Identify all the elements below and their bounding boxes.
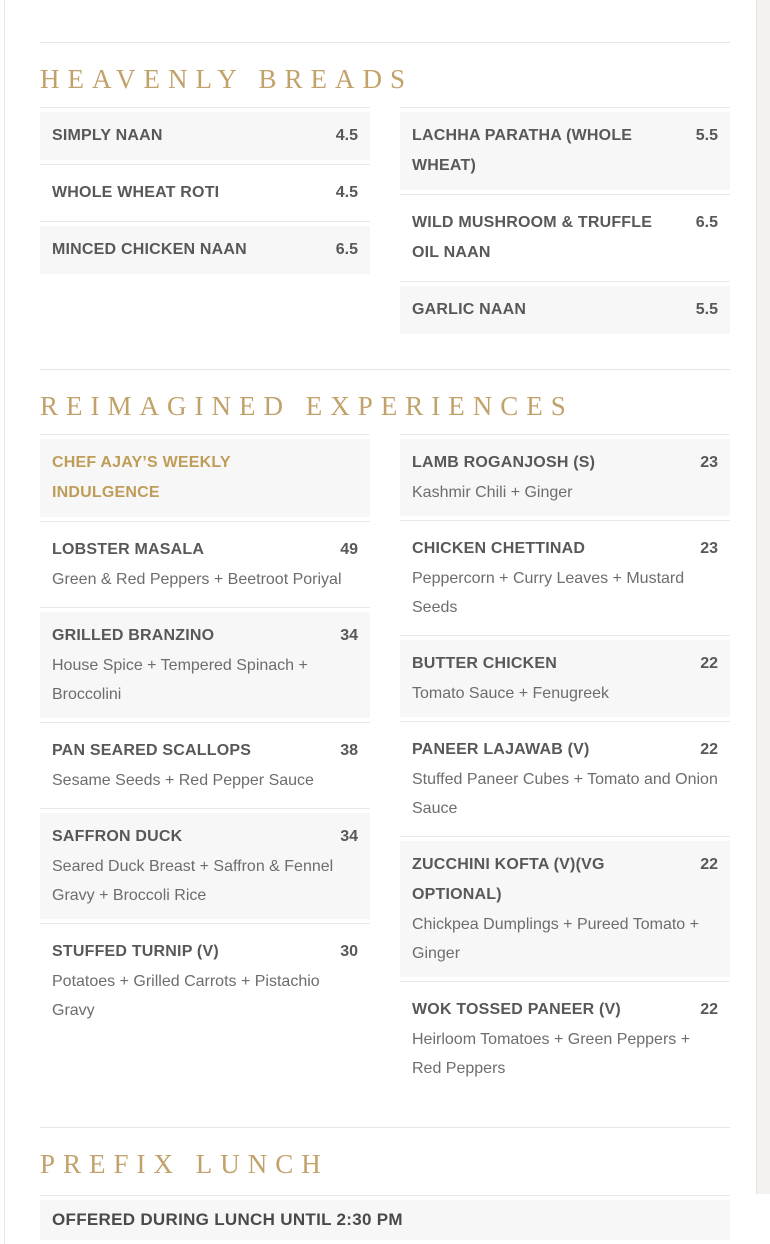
menu-item-row	[40, 722, 370, 808]
menu-item-name: GRILLED BRANZINO	[52, 627, 215, 644]
menu-item-header	[52, 535, 358, 565]
section-title: PREFIX LUNCH	[40, 1149, 329, 1179]
menu-item-name: ZUCCHINI KOFTA (V)(VG OPTIONAL)	[412, 856, 605, 903]
menu-item-price: 6.5	[335, 241, 358, 258]
menu-item-header	[412, 649, 718, 679]
menu-item-row	[400, 520, 730, 635]
menu-item-row	[40, 221, 370, 278]
menu-item-header	[412, 534, 718, 564]
menu-item	[400, 286, 730, 334]
menu-item	[40, 612, 370, 718]
menu-item-name: CHICKEN CHETTINAD	[412, 540, 586, 557]
menu-item-row	[40, 607, 370, 722]
section-columns	[40, 107, 730, 338]
menu-column-2	[400, 107, 730, 338]
menu-item-name: SAFFRON DUCK	[52, 828, 183, 845]
menu-item-description: Stuffed Paneer Cubes + Tomato and Onion Sauce	[412, 771, 718, 817]
menu-item-header	[52, 822, 358, 852]
menu-item-header	[412, 121, 718, 181]
menu-item-row	[400, 635, 730, 721]
menu-item-price: 23	[700, 540, 718, 557]
menu-item-description: Sesame Seeds + Red Pepper Sauce	[52, 772, 314, 789]
menu-sections	[40, 42, 730, 1244]
menu-item-price: 4.5	[335, 184, 358, 201]
menu-item-row	[40, 434, 370, 521]
menu-item-row	[40, 923, 370, 1038]
menu-item-price: 38	[340, 742, 358, 759]
menu-item-name: STUFFED TURNIP (V)	[52, 943, 219, 960]
menu-item-header	[52, 736, 358, 766]
page-right-gutter	[756, 0, 770, 1194]
menu-item	[400, 439, 730, 516]
menu-item	[40, 727, 370, 804]
menu-item-header	[52, 621, 358, 651]
menu-item	[40, 526, 370, 603]
menu-item-description: Heirloom Tomatoes + Green Peppers + Red Peppers	[412, 1031, 691, 1077]
menu-item-row	[400, 107, 730, 194]
menu-item-header	[52, 937, 358, 967]
menu-item	[400, 112, 730, 190]
menu-item-header	[412, 850, 718, 910]
menu-item	[40, 928, 370, 1034]
menu-item-row	[400, 194, 730, 281]
menu-card	[4, 0, 755, 1244]
menu-item-price: 4.5	[335, 127, 358, 144]
menu-item-price: 34	[340, 828, 358, 845]
menu-item	[400, 986, 730, 1092]
menu-item-price: 22	[700, 1001, 718, 1018]
menu-item-row	[400, 721, 730, 836]
menu-item-header	[52, 121, 358, 151]
menu-item	[400, 640, 730, 717]
menu-item-name: WILD MUSHROOM & TRUFFLE OIL NAAN	[412, 214, 653, 261]
menu-item-row	[40, 107, 370, 164]
menu-item-price: 22	[700, 741, 718, 758]
section-divider	[40, 42, 730, 43]
menu-item-name: GARLIC NAAN	[412, 301, 527, 318]
menu-item	[40, 439, 370, 517]
menu-item-price: 49	[340, 541, 358, 558]
menu-item-description: Chickpea Dumplings + Pureed Tomato + Ginger	[412, 916, 699, 962]
menu-item-header	[412, 208, 718, 268]
menu-item-price: 22	[700, 856, 718, 873]
menu-item-description: House Spice + Tempered Spinach + Broccolini	[52, 657, 308, 703]
menu-item	[400, 525, 730, 631]
menu-item-description: Potatoes + Grilled Carrots + Pistachio Gravy	[52, 973, 320, 1019]
menu-item-row	[400, 981, 730, 1096]
menu-item-row	[40, 808, 370, 923]
menu-item-header	[52, 235, 358, 265]
menu-item	[40, 112, 370, 160]
menu-item-header	[52, 178, 358, 208]
menu-item-row	[400, 836, 730, 981]
menu-section-3	[40, 1127, 730, 1244]
menu-item-price: 22	[700, 655, 718, 672]
menu-item-description: Peppercorn + Curry Leaves + Mustard Seeds	[412, 570, 685, 616]
menu-item-name: WHOLE WHEAT ROTI	[52, 184, 220, 201]
menu-column-1	[40, 107, 370, 278]
menu-item-price: 30	[340, 943, 358, 960]
menu-item-price: 5.5	[695, 301, 718, 318]
menu-column-1	[40, 434, 370, 1038]
menu-item-name: WOK TOSSED PANEER (V)	[412, 1001, 621, 1018]
menu-item	[400, 726, 730, 832]
menu-item	[400, 199, 730, 277]
menu-item-name: PAN SEARED SCALLOPS	[52, 742, 252, 759]
menu-item-price: 23	[700, 454, 718, 471]
menu-item	[40, 813, 370, 919]
menu-item-header	[52, 448, 358, 508]
menu-item-header	[412, 295, 718, 325]
menu-item-name: LACHHA PARATHA (WHOLE WHEAT)	[412, 127, 633, 174]
menu-item-name: MINCED CHICKEN NAAN	[52, 241, 247, 258]
menu-item-description: Seared Duck Breast + Saffron & Fennel Gravy + Broccoli Rice	[52, 858, 334, 904]
menu-item-description: Tomato Sauce + Fenugreek	[412, 685, 610, 702]
menu-item-description: Kashmir Chili + Ginger	[412, 484, 573, 501]
menu-column-2	[400, 434, 730, 1096]
menu-item-description: Green & Red Peppers + Beetroot Poriyal	[52, 571, 342, 588]
menu-item-name: BUTTER CHICKEN	[412, 655, 558, 672]
menu-item-name: LAMB ROGANJOSH (S)	[412, 454, 596, 471]
menu-item-header	[412, 735, 718, 765]
section-title: REIMAGINED EXPERIENCES	[40, 391, 574, 421]
menu-section-1	[40, 42, 730, 338]
menu-item-row	[400, 434, 730, 520]
menu-item	[40, 226, 370, 274]
menu-item	[400, 841, 730, 977]
menu-item-name: LOBSTER MASALA	[52, 541, 205, 558]
menu-item-name: CHEF AJAY’S WEEKLY INDULGENCE	[52, 454, 231, 501]
section-title: HEAVENLY BREADS	[40, 64, 414, 94]
section-note: OFFERED DURING LUNCH UNTIL 2:30 PM	[40, 1200, 730, 1240]
menu-item-name: PANEER LAJAWAB (V)	[412, 741, 590, 758]
menu-item-header	[412, 995, 718, 1025]
menu-item-name: SIMPLY NAAN	[52, 127, 163, 144]
section-note-row	[40, 1195, 730, 1244]
menu-item-price: 34	[340, 627, 358, 644]
menu-item-price: 5.5	[695, 127, 718, 144]
menu-item-price: 6.5	[695, 214, 718, 231]
menu-item-row	[40, 164, 370, 221]
menu-item-row	[40, 521, 370, 607]
section-columns	[40, 434, 730, 1096]
section-divider	[40, 369, 730, 370]
menu-item-header	[412, 448, 718, 478]
menu-item	[40, 169, 370, 217]
menu-section-2	[40, 369, 730, 1096]
menu-item-row	[400, 281, 730, 338]
section-divider	[40, 1127, 730, 1128]
